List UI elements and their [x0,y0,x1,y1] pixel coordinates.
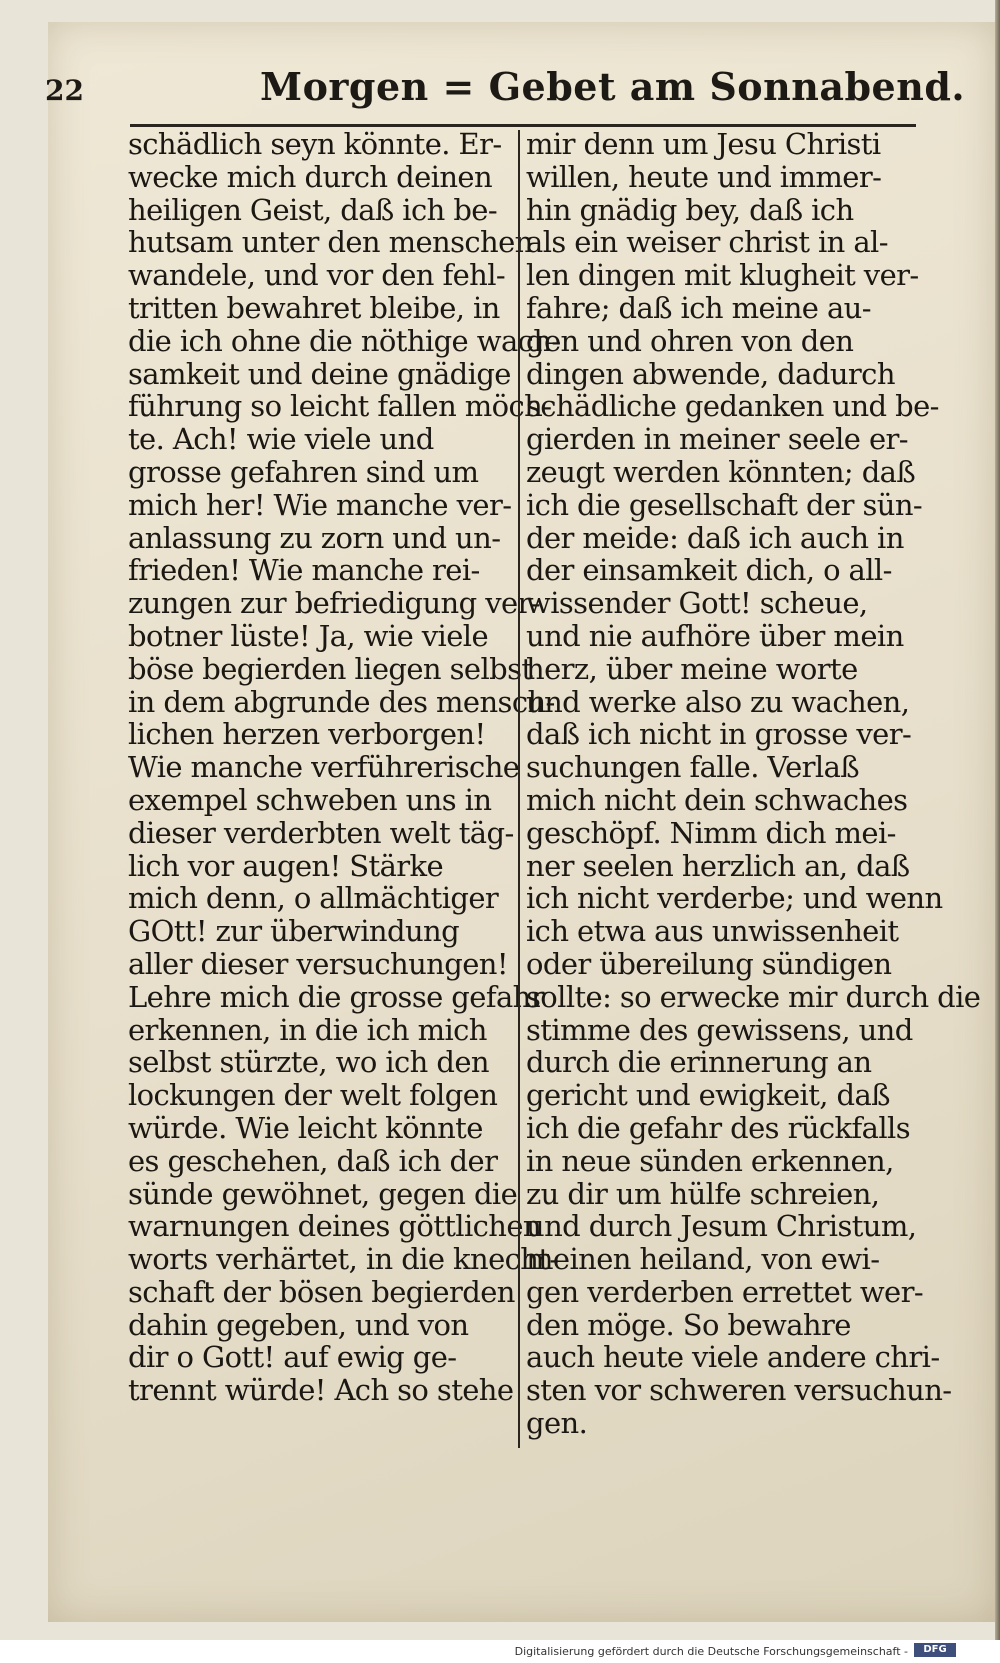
text-line: herz, über meine worte [526,651,858,686]
text-line: ich etwa aus unwissenheit [526,914,899,949]
column-divider [518,130,520,1448]
text-line: lockungen der welt folgen [128,1078,498,1113]
text-line: gierden in meiner seele er- [526,422,908,457]
text-line: GOtt! zur überwindung [128,914,460,949]
text-line: geschöpf. Nimm dich mei- [526,815,896,850]
text-line: hin gnädig bey, daß ich [526,192,854,227]
text-line: schaft der bösen begierden [128,1274,515,1309]
text-line: dieser verderbten welt täg- [128,815,514,850]
text-line: tritten bewahret bleibe, in [128,290,500,325]
text-line: auch heute viele andere chri- [526,1340,940,1375]
text-line: und durch Jesum Christum, [526,1209,917,1244]
text-line: mir denn um Jesu Christi [526,127,881,161]
text-line: meinen heiland, von ewi- [526,1242,880,1277]
text-line: den möge. So bewahre [526,1307,851,1342]
text-line: gen und ohren von den [526,323,854,358]
text-line: sten vor schweren versuchun- [526,1373,952,1408]
page-number: 22 [45,74,84,107]
text-line: ich die gefahr des rückfalls [526,1110,910,1145]
left-column [128,127,561,1408]
text-line: daß ich nicht in grosse ver- [526,717,912,752]
text-line: gericht und ewigkeit, daß [526,1078,890,1113]
text-line: hutsam unter den menschen [128,225,533,260]
text-line: stimme des gewissens, und [526,1012,913,1047]
text-line: der einsamkeit dich, o all- [526,553,892,588]
text-line: lich vor augen! Stärke [128,848,444,883]
text-line: es geschehen, daß ich der [128,1143,498,1178]
text-line: böse begierden liegen selbst [128,651,533,686]
page-edge [995,0,1000,1640]
running-title: Morgen = Gebet am Sonnabend. [260,64,966,109]
text-line: te. Ach! wie viele und [128,422,434,457]
text-line: trennt würde! Ach so stehe [128,1373,514,1408]
text-line: warnungen deines göttlichen [128,1209,542,1244]
text-line: ich nicht verderbe; und wenn [526,881,943,916]
text-line: die ich ohne die nöthige wach- [128,323,561,358]
text-line: lichen herzen verborgen! [128,717,486,752]
text-line: sollte: so erwecke mir durch die [526,979,981,1014]
dfg-logo: DFG [914,1643,956,1657]
text-line: ner seelen herzlich an, daß [526,848,910,883]
text-line: sünde gewöhnet, gegen die [128,1176,518,1211]
text-line: wandele, und vor den fehl- [128,258,506,293]
text-line: und werke also zu wachen, [526,684,910,719]
text-line: samkeit und deine gnädige [128,356,511,391]
text-line: Wie manche verführerische [128,750,520,785]
text-line: mich her! Wie manche ver- [128,487,512,522]
text-line: würde. Wie leicht könnte [128,1110,483,1145]
text-line: suchungen falle. Verlaß [526,750,860,785]
text-line: mich nicht dein schwaches [526,782,908,817]
text-line: botner lüste! Ja, wie viele [128,618,489,653]
text-line: gen verderben errettet wer- [526,1274,924,1309]
text-line: wecke mich durch deinen [128,159,493,194]
text-line: als ein weiser christ in al- [526,225,888,260]
footer-credit: Digitalisierung gefördert durch die Deutsche Forschungsgemeinschaft - [514,1645,908,1658]
text-line: der meide: daß ich auch in [526,520,904,555]
text-line: worts verhärtet, in die knecht- [128,1242,559,1277]
text-line: dingen abwende, dadurch [526,356,895,391]
text-line: mich denn, o allmächtiger [128,881,499,916]
text-line: durch die erinnerung an [526,1045,872,1080]
text-line: gen. [526,1406,588,1441]
text-line: zungen zur befriedigung ver- [128,586,540,621]
text-line: frieden! Wie manche rei- [128,553,480,588]
text-line: zu dir um hülfe schreien, [526,1176,880,1211]
text-line: len dingen mit klugheit ver- [526,258,919,293]
text-line: zeugt werden könnten; daß [526,454,916,489]
right-column [526,127,981,1441]
text-line: erkennen, in die ich mich [128,1012,487,1047]
text-line: ich die gesellschaft der sün- [526,487,923,522]
text-line: selbst stürzte, wo ich den [128,1045,489,1080]
text-line: Lehre mich die grosse gefahr [128,979,544,1014]
text-line: anlassung zu zorn und un- [128,520,501,555]
text-line: führung so leicht fallen möch- [128,389,552,424]
text-line: aller dieser versuchungen! [128,946,508,981]
text-line: wissender Gott! scheue, [526,586,868,621]
text-line: heiligen Geist, daß ich be- [128,192,498,227]
text-line: in dem abgrunde des mensch- [128,684,555,719]
text-line: schädlich seyn könnte. Er- [128,127,502,161]
text-line: in neue sünden erkennen, [526,1143,894,1178]
text-line: und nie aufhöre über mein [526,618,904,653]
text-line: dahin gegeben, und von [128,1307,469,1342]
text-line: dir o Gott! auf ewig ge- [128,1340,457,1375]
text-line: fahre; daß ich meine au- [526,290,871,325]
text-line: exempel schweben uns in [128,782,492,817]
text-line: schädliche gedanken und be- [526,389,939,424]
text-line: grosse gefahren sind um [128,454,479,489]
text-line: oder übereilung sündigen [526,946,892,981]
text-line: willen, heute und immer- [526,159,882,194]
